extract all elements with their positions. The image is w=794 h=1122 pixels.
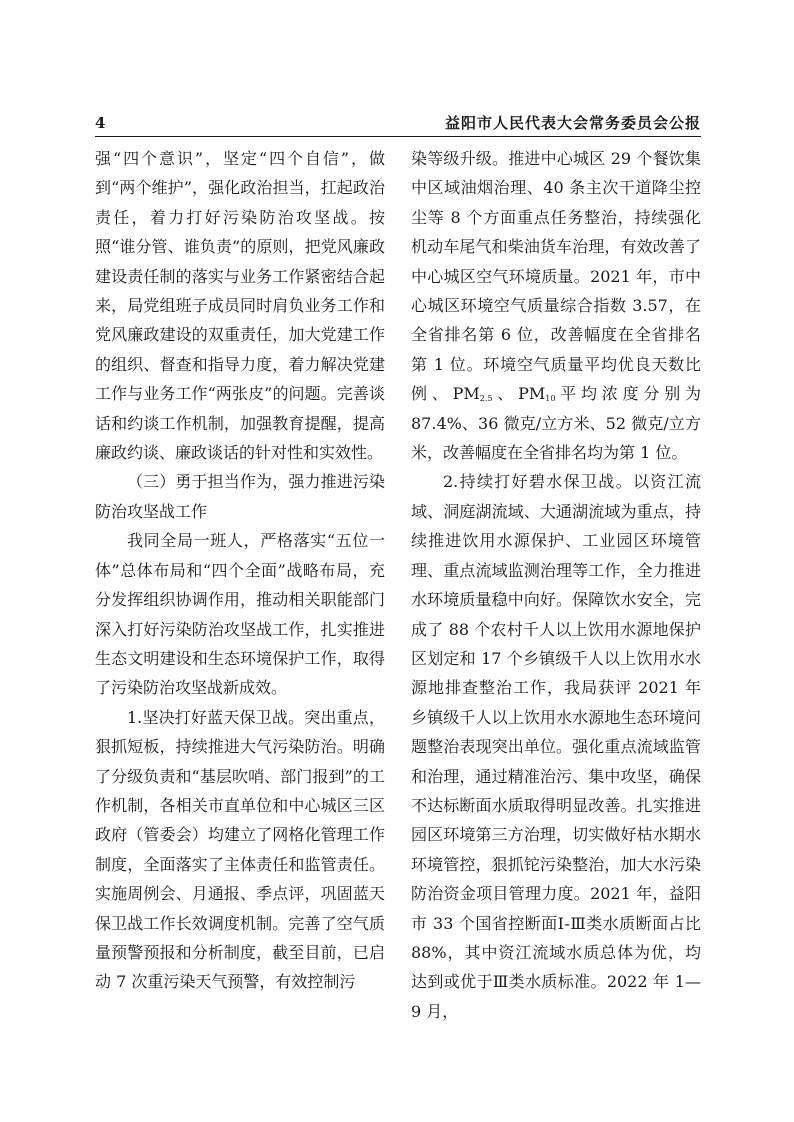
paragraph-clear-water: 2.持续打好碧水保卫战。以资江流域、洞庭湖流域、大通湖流域为重点，持续推进饮用水源保护、工业园区环境管理、重点流域监测治理等工作，全力推进水环境质量稳中向好。保障饮水安全，完成了 88 个农村千人以上饮用水源地保护区划定和 17 个乡镇级千人以上饮用水水源地排查整治工作，我局获评 2021 年乡镇级千人以上饮用水水源地生态环境问题整治表现突出单位。强化重点流域监管和治理，通过精准治污、集中攻坚，确保不达标断面水质取得明显改善。扎实推进园区环境第三方治理，切实做好枯水期水环境管控，狠抓铊污染整治，加大水污染防治资金项目管理力度。2021 年，益阳市 33 个国省控断面Ⅰ-Ⅲ类水质断面占比 88%，其中资江流域水质总体为优，均达到或优于Ⅲ类水质标准。2022 年 1—9 月， — [411, 472, 701, 1021]
text-run: 平均浓度分别为 87.4%、36 微克/立方米、52 微克/立方米，改善幅度在全省排名均为第 1 位。 — [411, 384, 701, 463]
paragraph-blue-sky: 1.坚决打好蓝天保卫战。突出重点，狠抓短板，持续推进大气污染防治。明确了分级负责和“基层吹哨、部门报到”的工作机制，各相关市直单位和中心城区三区政府（管委会）均建立了网格化管理工作制度，全面落实了主体责任和监管责任。实施周例会、月通报、季点评，巩固蓝天保卫战工作长效调度机制。完善了空气质量预警预报和分析制度，截至目前，已启动 7 次重污染天气预警，有效控制污 — [95, 707, 385, 992]
right-column — [411, 144, 701, 1026]
header-rule — [95, 136, 701, 137]
text-run: 染等级升级。推进中心城区 29 个餐饮集中区域油烟治理、40 条主次干道降尘控尘等 8 个方面重点任务整治，持续强化机动车尾气和柴油货车治理，有效改善了中心城区空气环境质量。2021 年，市中心城区环境空气质量综合指数 3.57，在全省排名第 6 位，改善幅度在全省排名第 1 位。环境空气质量平均优良天数比例、PM — [411, 149, 701, 404]
paragraph: 我同全局一班人，严格落实“五位一体”总体布局和“四个全面”战略布局，充分发挥组织协调作用，推动相关职能部门深入打好污染防治攻坚战工作，扎实推进生态文明建设和生态环境保护工作，取得了污染防治攻坚战新成效。 — [95, 531, 385, 698]
pm25-subscript: 2.5 — [479, 394, 493, 404]
page-number: 4 — [95, 114, 106, 132]
journal-title: 益阳市人民代表大会常务委员会公报 — [444, 114, 701, 132]
text-run: 、PM — [492, 384, 546, 404]
section-heading: （三）勇于担当作为，强力推进污染防治攻坚战工作 — [95, 472, 385, 521]
page-header — [95, 113, 701, 133]
pm10-subscript: 10 — [545, 394, 556, 404]
paragraph-continued: 强“四个意识”，坚定“四个自信”，做到“两个维护”，强化政治担当，扛起政治责任，着力打好污染防治攻坚战。按照“谁分管、谁负责”的原则，把党风廉政建设责任制的落实与业务工作紧密结合起来，局党组班子成员同时肩负业务工作和党风廉政建设的双重责任，加大党建工作的组织、督查和指导力度，着力解决党建工作与业务工作“两张皮”的问题。完善谈话和约谈工作机制，加强教育提醒，提高廉政约谈、廉政谈话的针对性和实效性。 — [95, 149, 385, 463]
paragraph-continued — [411, 144, 701, 467]
left-column — [95, 144, 385, 997]
